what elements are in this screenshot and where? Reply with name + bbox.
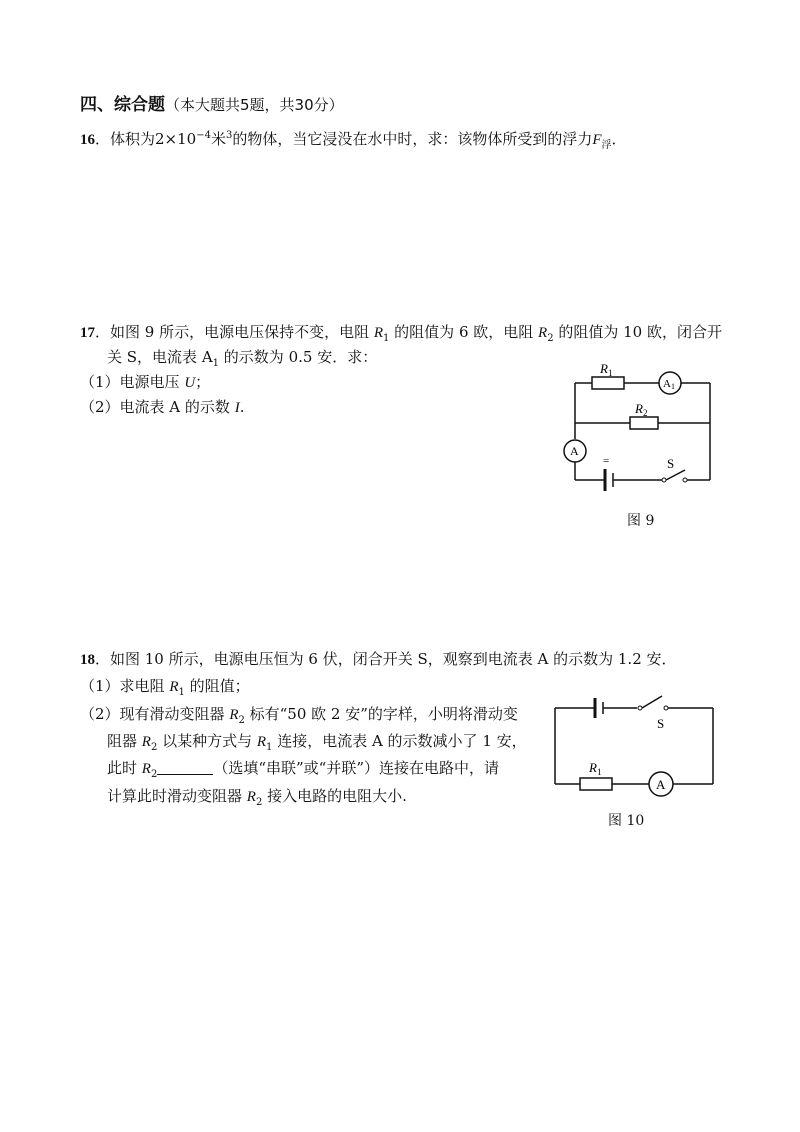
label-a: A: [570, 444, 579, 458]
question-16: 16．体积为$2\times 10^{-4}$米$^3$的物体，当它浸没在水中时，求：该物体所受到的浮力$F_浮$．: [80, 130, 627, 151]
question-18-part-2-line-4: 计算此时滑动变阻器 $R_2$ 接入电路的电阻大小.: [107, 787, 407, 808]
question-18-part-2-line-1: （2）现有滑动变阻器 $R_2$ 标有“50 欧 2 安”的字样，小明将滑动变: [80, 705, 518, 726]
battery-mark: =: [603, 455, 610, 467]
buoyancy-subscript: 浮: [601, 140, 612, 151]
section-subtitle: （本大题共5题，共30分）: [165, 96, 344, 114]
section-heading: [80, 90, 344, 115]
question-17-line-1: 17．如图 9 所示，电源电压保持不变，电阻 $R_1$ 的阻值为 6 欧，电阻 $R_2$ 的阻值为 10 欧，闭合开: [80, 323, 722, 344]
buoyancy-symbol: F: [592, 132, 602, 148]
switch-s: [642, 696, 662, 708]
circuit-figure-10: [545, 690, 725, 800]
question-number: 18: [80, 652, 95, 668]
resistor-r1: [592, 377, 624, 389]
label-r1: $R_1$: [600, 361, 613, 378]
question-text: 的物体，当它浸没在水中时，求：该物体所受到的浮力: [232, 130, 593, 148]
question-17-part-1: （1）电源电压 U；: [80, 373, 211, 391]
question-17-line-2: 关 S，电流表 $A_1$ 的示数为 0.5 安．求：: [107, 348, 378, 369]
question-text: ．体积为: [95, 130, 156, 148]
label-r2: $R_2$: [635, 401, 648, 418]
question-18-part-2-line-3: 此时 $R_2$ （选填“串联”或“并联”）连接在电路中，请: [107, 759, 500, 780]
question-17-part-2: （2）电流表 A 的示数 I.: [80, 398, 245, 416]
label-a1: A1: [663, 378, 675, 391]
question-18-part-2-line-2: 阻器 $R_2$ 以某种方式与 $R_1$ 连接，电流表 A 的示数减小了 1 安，: [107, 732, 527, 753]
section-title: 四、综合题: [80, 95, 165, 115]
label-r1: $R_1$: [589, 760, 602, 777]
answer-blank[interactable]: [157, 760, 213, 775]
question-18-part-1: （1）求电阻 $R_1$ 的阻值；: [80, 677, 250, 698]
question-number: 16: [80, 132, 95, 148]
question-18-line-1: 18．如图 10 所示，电源电压恒为 6 伏，闭合开关 S，观察到电流表 A 的示数为 1.2 安．: [80, 650, 677, 668]
resistor-r2: [630, 417, 658, 429]
volume-value: $2\times 10^{-4}$米$^3$: [155, 130, 233, 148]
question-number: 17: [80, 325, 95, 341]
figure-9-caption: 图 9: [627, 513, 655, 529]
label-s: S: [667, 456, 675, 471]
figure-10-caption: 图 10: [608, 813, 645, 829]
switch-s: [666, 470, 685, 480]
resistor-r1: [580, 778, 612, 790]
label-a: A: [656, 777, 666, 792]
circuit-figure-9: [555, 360, 725, 500]
label-s: S: [657, 716, 665, 731]
